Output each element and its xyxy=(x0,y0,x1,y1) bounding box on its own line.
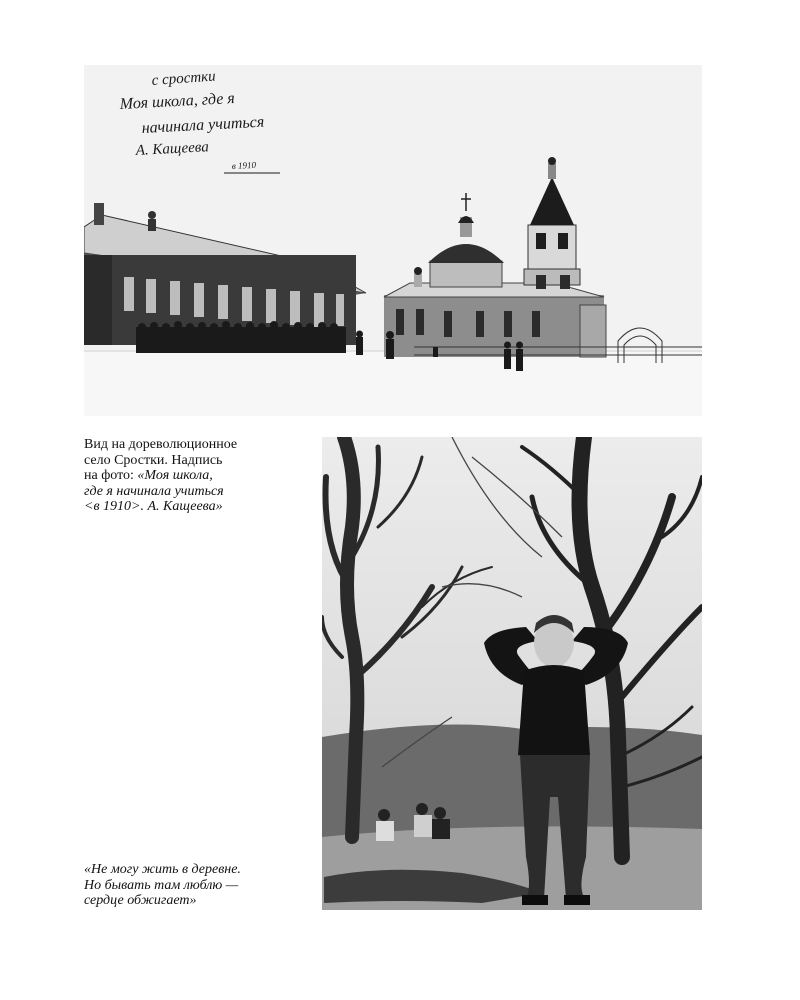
photo-man-under-trees xyxy=(322,437,702,910)
svg-text:начинала учиться: начинала учиться xyxy=(141,113,265,137)
svg-text:с сростки: с сростки xyxy=(151,68,217,89)
svg-text:А. Кащеева: А. Кащеева xyxy=(135,139,210,159)
caption-text: на фото: xyxy=(84,468,138,483)
photo-man-under-trees-image xyxy=(322,437,702,910)
photo-srostki-village xyxy=(84,65,702,416)
caption-quote-village xyxy=(84,862,314,909)
caption-line xyxy=(84,468,314,484)
caption-quote: «Моя школа, xyxy=(137,468,213,483)
caption-line xyxy=(84,484,314,500)
photo-srostki-village-image xyxy=(84,65,702,416)
caption-quote: где я начинала учиться xyxy=(84,483,224,499)
caption-line: село Сростки. Надпись xyxy=(84,452,223,468)
caption-line xyxy=(84,499,314,515)
caption-srostki-photo xyxy=(84,437,314,515)
svg-text:Моя школа, где я: Моя школа, где я xyxy=(119,89,236,113)
caption-quote: <в 1910>. А. Кащеева» xyxy=(84,499,223,514)
caption-line: «Не могу жить в деревне. xyxy=(84,862,241,877)
caption-line: Вид на дореволюционное xyxy=(84,437,238,452)
caption-line: сердце обжигает» xyxy=(84,893,197,908)
svg-text:в 1910: в 1910 xyxy=(231,159,257,171)
caption-line: Но бывать там люблю — xyxy=(84,877,239,893)
